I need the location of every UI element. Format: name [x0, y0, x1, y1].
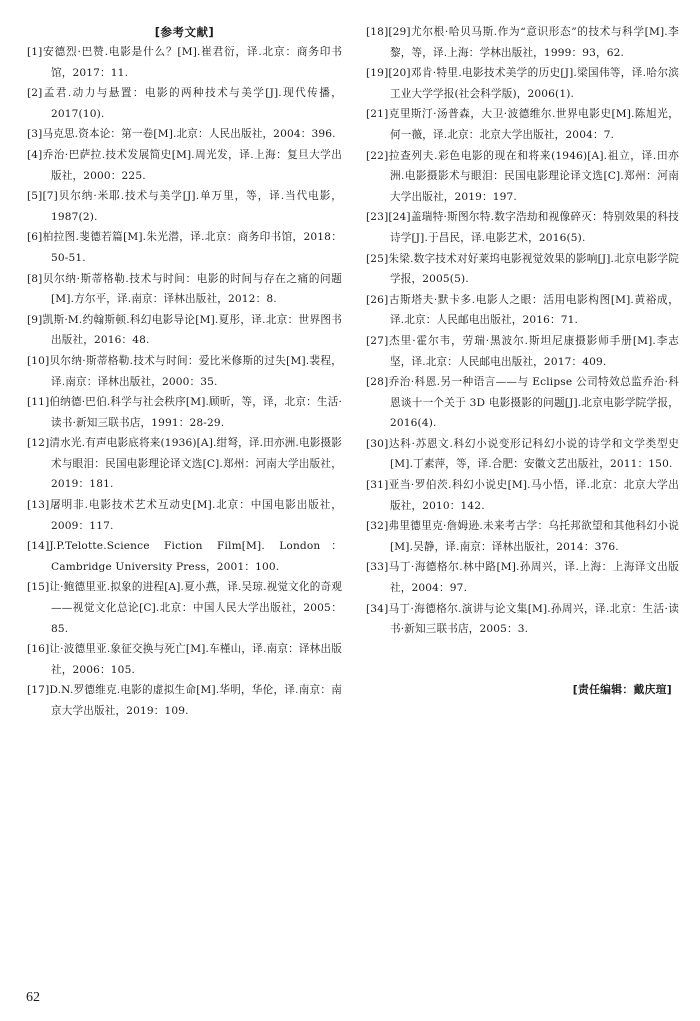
reference-column-left [27, 22, 342, 722]
reference-item: [30]达科·苏恩文.科幻小说变形记科幻小说的诗学和文学类型史[M].丁素萍，等，译.合肥：安徽文艺出版社，2011：150. [366, 437, 679, 471]
editor-credit: [责任编辑：戴庆瑄] [572, 683, 672, 696]
reference-item: [23][24]盖瑞特·斯图尔特.数字浩劫和视像碎灭：特别效果的科技诗学[J].于昌民，译.电影艺术，2016(5). [366, 211, 679, 244]
reference-item: [14]J.P.Telotte.Science Fiction Film[M]. London：Cambridge University Press，2001：100. [27, 540, 342, 573]
reference-item: [10]贝尔纳·斯蒂格勒.技术与时间：爱比米修斯的过失[M].裴程，译.南京：译林出版社，2000：35. [27, 354, 342, 388]
reference-item: [11]伯纳德·巴伯.科学与社会秩序[M].顾昕，等，译，北京：生活·读书·新知三联书店，1991：28-29. [27, 396, 342, 429]
reference-item: [1]安德烈·巴赞.电影是什么？[M].崔君衍，译.北京：商务印书馆，2017：11. [27, 46, 342, 79]
reference-item: [31]亚当·罗伯茨.科幻小说史[M].马小悟，译.北京：北京大学出版社，2010：142. [366, 479, 679, 512]
reference-item: [34]马丁·海德格尔.演讲与论文集[M].孙周兴，译.北京：生活·读书·新知三联书店，2005：3. [366, 602, 679, 636]
reference-item: [5][7]贝尔纳·米耶.技术与美学[J].单万里，等，译.当代电影，1987(2). [27, 190, 342, 223]
reference-item: [33]马丁·海德格尔.林中路[M].孙周兴，译.上海：上海译文出版社，2004：97. [366, 561, 679, 595]
reference-list-left [27, 42, 342, 722]
references-heading: [参考文献] [154, 25, 215, 39]
reference-item: [19][20]邓肯·特里.电影技术美学的历史[J].梁国伟等，译.哈尔滨工业大学学报(社会科学版)，2006(1). [366, 67, 679, 100]
reference-item: [21]克里斯汀·汤普森，大卫·波德维尔.世界电影史[M].陈旭光，何一薇，译.北京：北京大学出版社，2004：7. [366, 108, 679, 141]
reference-item: [6]柏拉图.斐德若篇[M].朱光潜，译.北京：商务印书馆，2018：50-51. [27, 231, 342, 264]
reference-item: [32]弗里德里克·詹姆逊.未来考古学：乌托邦欲望和其他科幻小说[M].吴静，译.南京：译林出版社，2014：376. [366, 520, 679, 553]
reference-item: [28]乔治·科恩.另一种语言——与 Eclipse 公司特效总监乔治·科恩谈十一个关于 3D 电影摄影的问题[J].北京电影学院学报，2016(4). [366, 376, 679, 430]
reference-item: [9]凯斯·M.约翰斯顿.科幻电影导论[M].夏彤，译.北京：世界图书出版社，2016：48. [27, 313, 342, 347]
reference-item: [18][29]尤尔根·哈贝马斯.作为“意识形态”的技术与科学[M].李黎，等，译.上海：学林出版社，1999：93，62. [366, 26, 679, 59]
reference-item: [25]朱梁.数字技术对好莱坞电影视觉效果的影响[J].北京电影学院学报，2005(5). [366, 252, 679, 286]
reference-column-right [366, 22, 679, 640]
page-number: 62 [26, 990, 40, 1005]
reference-item: [27]杰里·霍尔韦，劳瑞·黑波尔.斯坦尼康摄影师手册[M].李志坚，译.北京：人民邮电出版社，2017：409. [366, 334, 679, 368]
reference-item: [3]马克思.资本论：第一卷[M].北京：人民出版社，2004：396. [27, 128, 336, 141]
reference-item: [13]屠明非.电影技术艺术互动史[M].北京：中国电影出版社，2009：117. [27, 499, 342, 532]
reference-item: [26]古斯塔夫·默卡多.电影人之眼：活用电影构图[M].黄裕成，译.北京：人民邮电出版社，2016：71. [366, 293, 679, 327]
reference-item: [12]清水光.有声电影底将来(1936)[A].绀弩，译.田亦洲.电影摄影术与眼泪：民国电影理论译文选[C].郑州：河南大学出版社，2019：181. [27, 437, 342, 491]
reference-item: [8]贝尔纳·斯蒂格勒.技术与时间：电影的时间与存在之痛的问题[M].方尔平，译.南京：译林出版社，2012：8. [27, 272, 342, 306]
reference-item: [22]拉查列夫.彩色电影的现在和将来(1946)[A].祖立，译.田亦洲.电影摄影术与眼泪：民国电影理论译文选[C].郑州：河南大学出版社，2019：197. [366, 149, 679, 203]
reference-item: [16]让·波德里亚.象征交换与死亡[M].车槿山，译.南京：译林出版社，2006：105. [27, 643, 342, 676]
reference-item: [15]让·鲍德里亚.拟象的进程[A].夏小燕，译.吴琼.视觉文化的奇观——视觉文化总论[C].北京：中国人民大学出版社，2005：85. [27, 581, 342, 635]
reference-item: [4]乔治·巴萨拉.技术发展简史[M].周光发，译.上海：复旦大学出版社，2000：225. [27, 148, 342, 182]
reference-item: [17]D.N.罗德维克.电影的虚拟生命[M].华明，华伦，译.南京：南京大学出版社，2019：109. [27, 684, 342, 717]
reference-item: [2]孟君.动力与悬置：电影的两种技术与美学[J].现代传播，2017(10). [27, 87, 342, 120]
reference-list-right [366, 22, 679, 640]
